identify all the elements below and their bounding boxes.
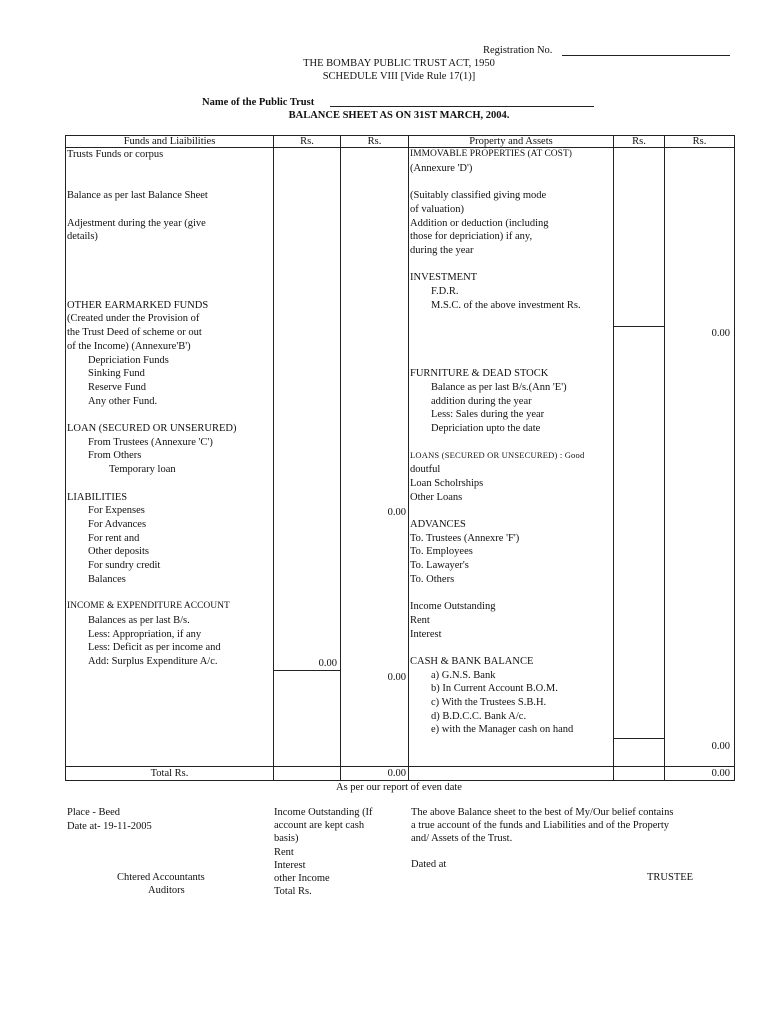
line-item: Income Outstanding [410, 601, 496, 613]
schedule-title: SCHEDULE VIII [Vide Rule 17(1)] [322, 71, 476, 82]
line-item: of the Income) (Annexure'B') [67, 340, 191, 352]
dated-at-text: Dated at [411, 859, 447, 870]
line-item: To. Trustees (Annexre 'F') [410, 532, 520, 544]
line-item: Balance as per last Balance Sheet [67, 190, 208, 202]
header-rs-2: Rs. [367, 136, 382, 147]
line-item: Trusts Funds or corpus [67, 149, 164, 160]
auditors-text: Auditors [148, 885, 185, 896]
line-item: To. Others [410, 573, 455, 585]
line-item: For rent and [88, 532, 140, 544]
line-item: Depriciation Funds [88, 354, 169, 366]
investment-subtotal-line [614, 326, 664, 327]
line-item: Balances as per last B/s. [88, 614, 190, 626]
line-item: IMMOVABLE PROPERTIES (AT COST) [410, 149, 572, 159]
col-divider-0 [65, 135, 66, 781]
line-item: Interest [410, 628, 442, 640]
line-item: a) G.N.S. Bank [431, 669, 496, 681]
line-item: (Annexure 'D') [410, 162, 473, 174]
line-item: Loan Scholrships [410, 477, 484, 489]
line-item: Less: Sales during the year [431, 409, 545, 421]
line-item: (Created under the Provision of [67, 313, 200, 325]
col-divider-5 [664, 135, 665, 781]
line-item: (Suitably classified giving mode [410, 190, 547, 202]
line-item: details) [67, 231, 98, 243]
line-item: FURNITURE & DEAD STOCK [410, 368, 549, 380]
income-line: other Income [274, 873, 330, 884]
line-item: F.D.R. [431, 286, 459, 297]
line-item: To. Lawayer's [410, 560, 469, 571]
line-item: LOAN (SECURED OR UNSERURED) [67, 423, 237, 434]
line-item: Other deposits [88, 546, 149, 558]
line-item: From Trustees (Annexure 'C') [88, 436, 213, 448]
line-item: Adjestment during the year (give [67, 217, 206, 229]
trust-name-label: Name of the Public Trust [202, 97, 315, 108]
line-item: Addition or deduction (including [410, 217, 549, 229]
line-item: ADVANCES [410, 518, 466, 530]
income-line: Rent [274, 846, 294, 858]
line-item: d) B.D.C.C. Bank A/c. [431, 710, 527, 722]
investment-total-amount: 0.00 [711, 328, 730, 339]
col-divider-1 [273, 135, 274, 781]
line-item: Sinking Fund [88, 368, 145, 380]
line-item: CASH & BANK BALANCE [410, 655, 534, 667]
page-title: BALANCE SHEET AS ON 31ST MARCH, 2004. [288, 110, 510, 121]
total-right-amount: 0.00 [711, 768, 730, 779]
line-item: e) with the Manager cash on hand [431, 724, 574, 736]
line-item: LOANS (SECURED OR UNSECURED) : Good [410, 450, 585, 461]
income-line: Income Outstanding (If [274, 807, 373, 818]
col-divider-2 [340, 135, 341, 781]
cash-subtotal-line [614, 738, 664, 739]
line-item: c) With the Trustees S.B.H. [431, 697, 547, 708]
header-funds: Funds and Liaibilities [123, 136, 216, 147]
line-item: during the year [410, 244, 474, 256]
statement-line: The above Balance sheet to the best of My/Our belief contains [411, 807, 674, 818]
header-rs-3: Rs. [632, 136, 646, 147]
report-note: As per our report of even date [336, 782, 462, 793]
line-item: Balances [88, 573, 126, 585]
line-item: For sundry credit [88, 560, 161, 571]
line-item: From Others [88, 450, 142, 462]
total-label: Total Rs. [150, 768, 189, 779]
header-property: Property and Assets [469, 136, 553, 147]
line-item: of valuation) [410, 203, 464, 215]
line-item: the Trust Deed of scheme or out [67, 327, 202, 339]
line-item: b) In Current Account B.O.M. [431, 683, 558, 695]
header-rs-4: Rs. [692, 136, 707, 147]
col-divider-6 [734, 135, 735, 781]
ie-subtotal-amount: 0.00 [318, 658, 337, 669]
income-line: account are kept cash [274, 820, 365, 832]
line-item: Temporary loan [109, 464, 176, 476]
income-line: basis) [274, 833, 299, 845]
line-item: Other Loans [410, 491, 463, 503]
line-item: Rent [410, 614, 430, 626]
line-item: To. Employees [410, 546, 473, 558]
statement-line: a true account of the funds and Liabilities and of the Property [411, 820, 670, 832]
line-item: Less: Deficit as per income and [88, 642, 221, 654]
line-item: LIABILITIES [67, 491, 128, 503]
col-divider-3 [408, 135, 409, 781]
ie-total-amount: 0.00 [387, 672, 406, 683]
line-item: INVESTMENT [410, 272, 478, 284]
line-item: M.S.C. of the above investment Rs. [431, 299, 581, 311]
act-title: THE BOMBAY PUBLIC TRUST ACT, 1950 [303, 58, 495, 69]
line-item: doutful [410, 464, 441, 476]
trust-name-line [330, 106, 594, 107]
registration-line [562, 55, 730, 56]
date-text: Date at- 19-11-2005 [67, 821, 152, 832]
line-item: For Expenses [88, 505, 145, 517]
income-line: Total Rs. [274, 886, 312, 898]
line-item: Depriciation upto the date [431, 423, 541, 434]
ie-subtotal-line [274, 670, 340, 671]
col-divider-4 [613, 135, 614, 781]
line-item: Any other Fund. [88, 395, 158, 407]
cash-total-amount: 0.00 [711, 741, 730, 752]
header-rs-1: Rs. [300, 136, 314, 147]
accountants-text: Chtered Accountants [117, 872, 205, 883]
line-item: Reserve Fund [88, 381, 147, 393]
line-item: For Advances [88, 518, 147, 530]
line-item: Less: Appropriation, if any [88, 628, 202, 640]
line-item: OTHER EARMARKED FUNDS [67, 299, 209, 311]
income-line: Interest [274, 859, 306, 871]
line-item: Balance as per last B/s.(Ann 'E') [431, 381, 567, 393]
line-item: those for depriciation) if any, [410, 231, 533, 243]
place-text: Place - Beed [67, 807, 121, 818]
trustee-label: TRUSTEE [647, 872, 694, 883]
statement-line: and/ Assets of the Trust. [411, 833, 513, 845]
liabilities-total-amount: 0.00 [387, 507, 406, 518]
registration-label: Registration No. [483, 45, 553, 56]
line-item: Add: Surplus Expenditure A/c. [88, 655, 218, 667]
line-item: addition during the year [431, 395, 532, 407]
line-item: INCOME & EXPENDITURE ACCOUNT [67, 601, 230, 612]
total-left-amount: 0.00 [387, 768, 406, 779]
